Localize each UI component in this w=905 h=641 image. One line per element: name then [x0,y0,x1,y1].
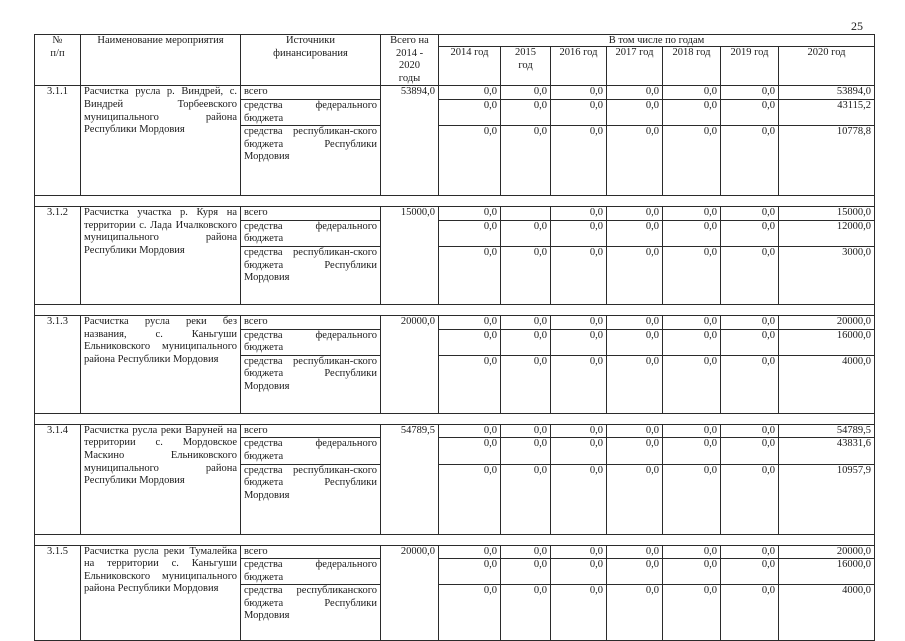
table-row [35,424,875,438]
row-name: Расчистка русла р. Виндрей, с. Виндрей Торбеевского муниципального района Республики Мордовия [81,86,241,196]
row-year-value: 0,0 [501,464,551,534]
row-year-value: 20000,0 [779,545,875,559]
row-separator [35,196,875,207]
row-year-value: 0,0 [721,220,779,246]
row-year-value: 10957,9 [779,464,875,534]
row-year-value: 0,0 [439,315,501,329]
row-year-value: 0,0 [607,329,663,355]
row-year-value: 0,0 [439,464,501,534]
financing-table [34,34,875,641]
row-year-value: 0,0 [721,355,779,413]
row-year-value: 0,0 [551,207,607,221]
row-year-value: 0,0 [663,329,721,355]
row-year-value [501,207,551,221]
row-year-value: 43831,6 [779,438,875,464]
row-year-value: 0,0 [501,86,551,100]
row-year-value: 0,0 [439,126,501,196]
row-year-value: 0,0 [721,545,779,559]
row-year-value: 0,0 [551,559,607,585]
header-years-group: В том числе по годам [439,35,875,47]
row-separator-cell [35,196,875,207]
row-source: средства федерального бюджета [241,559,381,585]
table-row [35,545,875,559]
row-year-value: 16000,0 [779,559,875,585]
row-year-value: 20000,0 [779,315,875,329]
row-year-value: 0,0 [663,438,721,464]
row-year-value: 0,0 [721,464,779,534]
row-year-value: 0,0 [439,559,501,585]
row-year-value: 53894,0 [779,86,875,100]
row-year-value: 0,0 [663,464,721,534]
row-source: средства федерального бюджета [241,329,381,355]
row-year-value: 0,0 [663,545,721,559]
row-source: средства федерального бюджета [241,438,381,464]
row-year-value: 0,0 [501,585,551,641]
row-separator [35,534,875,545]
row-separator-cell [35,534,875,545]
row-year-value: 0,0 [663,315,721,329]
table-header-row [35,35,875,47]
row-year-value: 0,0 [551,424,607,438]
row-year-value: 0,0 [663,559,721,585]
row-year-value: 0,0 [663,86,721,100]
row-year-value: 54789,5 [779,424,875,438]
row-year-value: 4000,0 [779,585,875,641]
row-year-value: 0,0 [607,424,663,438]
row-num: 3.1.2 [35,207,81,305]
row-year-value: 0,0 [663,424,721,438]
row-year-value: 0,0 [607,438,663,464]
table-row [35,207,875,221]
row-year-value: 3000,0 [779,246,875,304]
row-year-value: 0,0 [439,99,501,125]
header-year-2017: 2017 год [607,47,663,86]
row-year-value: 0,0 [721,438,779,464]
row-year-value: 0,0 [721,246,779,304]
row-separator [35,304,875,315]
row-year-value: 0,0 [439,246,501,304]
row-source: всего [241,207,381,221]
row-year-value: 0,0 [551,545,607,559]
row-year-value: 0,0 [663,220,721,246]
row-year-value: 0,0 [551,315,607,329]
row-year-value: 15000,0 [779,207,875,221]
row-total: 20000,0 [381,545,439,641]
row-year-value: 0,0 [721,424,779,438]
row-year-value: 0,0 [439,207,501,221]
row-source: всего [241,86,381,100]
header-year-2019: 2019 год [721,47,779,86]
row-year-value: 0,0 [551,438,607,464]
row-source: средства республикан-ского бюджета Республики Мордовия [241,355,381,413]
table-body [35,86,875,641]
row-year-value: 0,0 [607,545,663,559]
row-year-value: 0,0 [439,545,501,559]
row-total: 53894,0 [381,86,439,196]
row-num: 3.1.3 [35,315,81,413]
header-source: Источники финансирования [241,35,381,86]
row-year-value: 0,0 [501,126,551,196]
row-year-value: 0,0 [663,246,721,304]
row-year-value: 0,0 [501,545,551,559]
row-name: Расчистка русла реки без названия, с. Каньгуши Ельниковского муниципального района Республики Мордовия [81,315,241,413]
row-year-value: 0,0 [607,585,663,641]
row-year-value: 0,0 [501,438,551,464]
row-year-value: 0,0 [721,559,779,585]
table-row [35,86,875,100]
row-year-value: 4000,0 [779,355,875,413]
row-year-value: 0,0 [607,99,663,125]
row-year-value: 0,0 [439,424,501,438]
row-year-value: 0,0 [607,464,663,534]
header-year-2015: 2015 год [501,47,551,86]
table-row [35,315,875,329]
row-year-value: 0,0 [607,355,663,413]
row-year-value: 0,0 [501,329,551,355]
page-number: 25 [851,19,863,33]
row-year-value: 0,0 [501,424,551,438]
row-total: 54789,5 [381,424,439,534]
row-year-value: 0,0 [439,585,501,641]
row-source: средства республикан-ского бюджета Республики Мордовия [241,126,381,196]
row-year-value: 0,0 [551,86,607,100]
row-total: 15000,0 [381,207,439,305]
row-year-value: 0,0 [721,86,779,100]
row-year-value: 0,0 [501,355,551,413]
row-num: 3.1.5 [35,545,81,641]
row-year-value: 0,0 [501,559,551,585]
row-source: средства республиканского бюджета Республики Мордовия [241,585,381,641]
row-year-value: 0,0 [721,329,779,355]
row-year-value: 0,0 [501,246,551,304]
header-year-2016: 2016 год [551,47,607,86]
row-year-value: 0,0 [607,220,663,246]
row-separator [35,413,875,424]
row-year-value: 16000,0 [779,329,875,355]
row-year-value: 0,0 [551,220,607,246]
row-year-value: 0,0 [721,99,779,125]
row-year-value: 0,0 [607,559,663,585]
row-year-value: 0,0 [607,86,663,100]
row-year-value: 0,0 [663,99,721,125]
row-name: Расчистка русла реки Варуней на территории с. Мордовское Маскино Ельниковского муниципального района Республики Мордовия [81,424,241,534]
row-year-value: 0,0 [607,207,663,221]
row-num: 3.1.1 [35,86,81,196]
row-year-value: 0,0 [663,126,721,196]
row-year-value: 0,0 [439,329,501,355]
row-year-value: 0,0 [439,86,501,100]
row-year-value: 0,0 [663,585,721,641]
row-year-value: 0,0 [607,246,663,304]
header-year-2014: 2014 год [439,47,501,86]
header-year-2018: 2018 год [663,47,721,86]
row-year-value: 0,0 [551,99,607,125]
row-year-value: 0,0 [721,315,779,329]
header-year-2020: 2020 год [779,47,875,86]
row-source: средства федерального бюджета [241,220,381,246]
row-year-value: 0,0 [439,438,501,464]
row-num: 3.1.4 [35,424,81,534]
header-name: Наименование мероприятия [81,35,241,86]
row-year-value: 10778,8 [779,126,875,196]
row-year-value: 0,0 [721,585,779,641]
row-year-value: 0,0 [501,99,551,125]
row-year-value: 0,0 [439,355,501,413]
row-year-value: 0,0 [551,126,607,196]
row-source: средства федерального бюджета [241,99,381,125]
row-year-value: 0,0 [721,126,779,196]
row-source: всего [241,315,381,329]
row-year-value: 0,0 [439,220,501,246]
row-separator-cell [35,304,875,315]
row-year-value: 0,0 [501,315,551,329]
row-name: Расчистка русла реки Тумалейка на территории с. Каньгуши Ельниковского муниципального района Республики Мордовия [81,545,241,641]
row-year-value: 0,0 [501,220,551,246]
row-year-value: 0,0 [721,207,779,221]
row-source: всего [241,545,381,559]
row-year-value: 0,0 [551,585,607,641]
row-name: Расчистка участка р. Куря на территории с. Лада Ичалковского муниципального района Республики Мордовия [81,207,241,305]
row-year-value: 12000,0 [779,220,875,246]
row-year-value: 0,0 [663,355,721,413]
row-year-value: 0,0 [663,207,721,221]
row-year-value: 0,0 [607,315,663,329]
row-year-value: 0,0 [551,464,607,534]
row-year-value: 0,0 [551,355,607,413]
row-source: средства республикан-ского бюджета Республики Мордовия [241,246,381,304]
row-year-value: 43115,2 [779,99,875,125]
row-source: средства республикан-ского бюджета Республики Мордовия [241,464,381,534]
header-total: Всего на 2014 - 2020 годы [381,35,439,86]
row-source: всего [241,424,381,438]
row-year-value: 0,0 [551,329,607,355]
row-year-value: 0,0 [551,246,607,304]
row-separator-cell [35,413,875,424]
header-num: № п/п [35,35,81,86]
row-total: 20000,0 [381,315,439,413]
row-year-value: 0,0 [607,126,663,196]
